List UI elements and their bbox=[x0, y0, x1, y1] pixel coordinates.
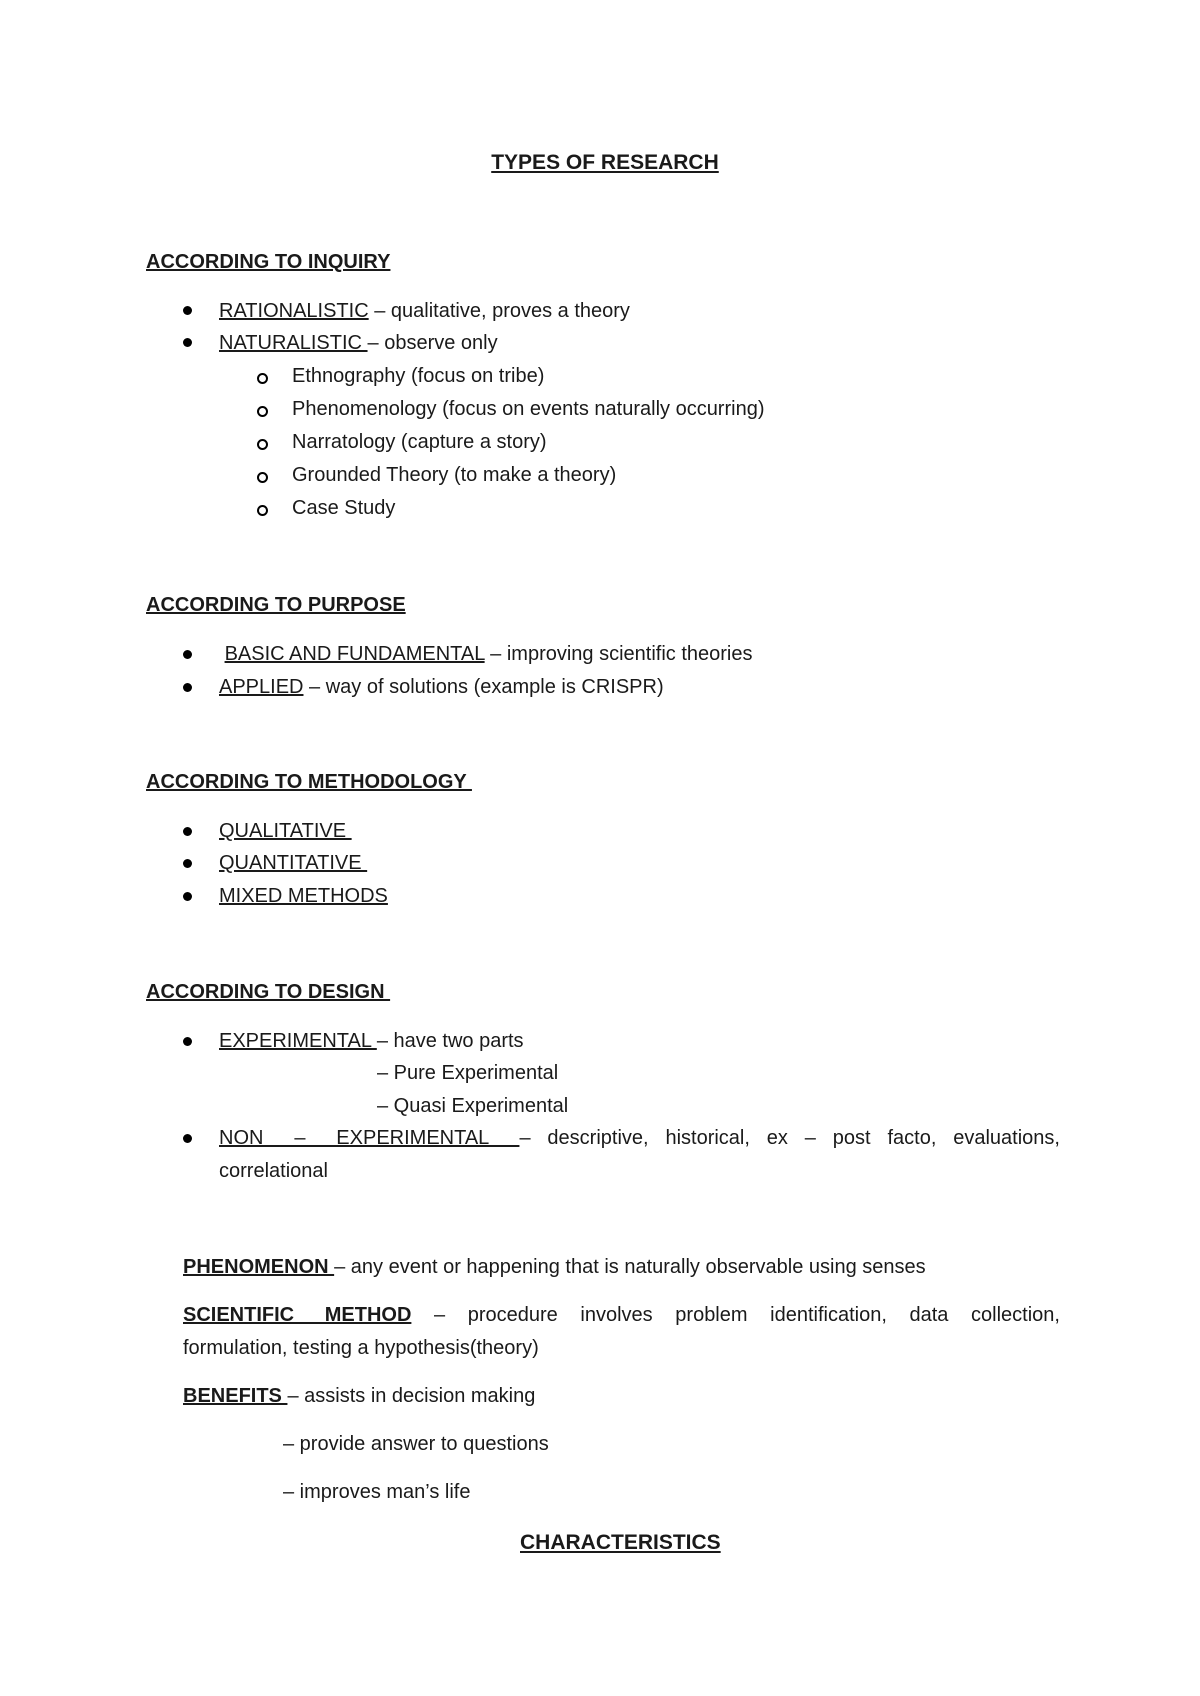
heading-characteristics: CHARACTERISTICS bbox=[520, 1531, 721, 1554]
list-item-mixed-methods: MIXED METHODS bbox=[219, 885, 388, 907]
desc-applied: – way of solutions (example is CRISPR) bbox=[303, 676, 664, 698]
bullet-icon bbox=[183, 1134, 192, 1143]
definition-scientific-method bbox=[183, 1304, 1060, 1327]
bullet-icon bbox=[183, 827, 192, 836]
list-item-quantitative: QUANTITATIVE bbox=[219, 852, 368, 874]
experimental-part-pure: – Pure Experimental bbox=[377, 1062, 559, 1084]
heading-inquiry: ACCORDING TO INQUIRY bbox=[146, 251, 391, 273]
term-non-experimental: NON – EXPERIMENTAL bbox=[219, 1127, 520, 1149]
definition-benefits bbox=[183, 1385, 535, 1408]
list-item-rationalistic bbox=[219, 300, 630, 323]
term-experimental: EXPERIMENTAL bbox=[219, 1030, 377, 1052]
term-phenomenon: PHENOMENON bbox=[183, 1256, 335, 1278]
heading-design: ACCORDING TO DESIGN bbox=[146, 981, 391, 1003]
list-item-basic bbox=[219, 643, 753, 666]
bullet-icon bbox=[183, 1037, 192, 1046]
heading-purpose: ACCORDING TO PURPOSE bbox=[146, 594, 406, 616]
term-naturalistic: NATURALISTIC bbox=[219, 332, 368, 354]
term-rationalistic: RATIONALISTIC bbox=[219, 300, 369, 322]
sub-item-case-study: Case Study bbox=[292, 497, 396, 519]
benefit-item: – improves man’s life bbox=[283, 1481, 471, 1503]
sub-item-narratology: Narratology (capture a story) bbox=[292, 431, 547, 453]
desc-phenomenon: – any event or happening that is naturally observable using senses bbox=[334, 1256, 926, 1278]
bullet-icon bbox=[183, 650, 192, 659]
term-basic-fundamental: BASIC AND FUNDAMENTAL bbox=[224, 643, 485, 665]
list-item-applied bbox=[219, 676, 664, 699]
hollow-bullet-icon bbox=[257, 373, 268, 384]
benefit-item: – provide answer to questions bbox=[283, 1433, 549, 1455]
term-benefits: BENEFITS bbox=[183, 1385, 288, 1407]
bullet-icon bbox=[183, 338, 192, 347]
bullet-icon bbox=[183, 306, 192, 315]
term-scientific-method: SCIENTIFIC METHOD bbox=[183, 1304, 412, 1326]
desc-scientific-method-cont: formulation, testing a hypothesis(theory) bbox=[183, 1337, 539, 1359]
desc-experimental: – have two parts bbox=[376, 1030, 524, 1052]
bullet-icon bbox=[183, 892, 192, 901]
desc-basic-fundamental: – improving scientific theories bbox=[484, 643, 753, 665]
desc-naturalistic: – observe only bbox=[367, 332, 498, 354]
desc-scientific-method: – procedure involves problem identification, data collection, bbox=[411, 1304, 1060, 1326]
hollow-bullet-icon bbox=[257, 439, 268, 450]
desc-rationalistic: – qualitative, proves a theory bbox=[368, 300, 630, 322]
desc-non-experimental: – descriptive, historical, ex – post facto, evaluations, bbox=[519, 1127, 1060, 1149]
definition-phenomenon bbox=[183, 1256, 926, 1279]
heading-methodology: ACCORDING TO METHODOLOGY bbox=[146, 771, 472, 793]
page-title: TYPES OF RESEARCH bbox=[491, 151, 719, 174]
hollow-bullet-icon bbox=[257, 505, 268, 516]
sub-item-phenomenology: Phenomenology (focus on events naturally occurring) bbox=[292, 398, 765, 420]
hollow-bullet-icon bbox=[257, 406, 268, 417]
bullet-icon bbox=[183, 859, 192, 868]
sub-item-grounded-theory: Grounded Theory (to make a theory) bbox=[292, 464, 617, 486]
list-item-non-experimental bbox=[219, 1127, 1060, 1150]
list-item-qualitative: QUALITATIVE bbox=[219, 820, 352, 842]
desc-benefits: – assists in decision making bbox=[287, 1385, 536, 1407]
desc-non-experimental-cont: correlational bbox=[219, 1160, 328, 1182]
experimental-part-quasi: – Quasi Experimental bbox=[377, 1095, 569, 1117]
term-applied: APPLIED bbox=[219, 676, 304, 698]
sub-item-ethnography: Ethnography (focus on tribe) bbox=[292, 365, 545, 387]
hollow-bullet-icon bbox=[257, 472, 268, 483]
list-item-experimental bbox=[219, 1030, 524, 1053]
list-item-naturalistic bbox=[219, 332, 498, 355]
bullet-icon bbox=[183, 683, 192, 692]
